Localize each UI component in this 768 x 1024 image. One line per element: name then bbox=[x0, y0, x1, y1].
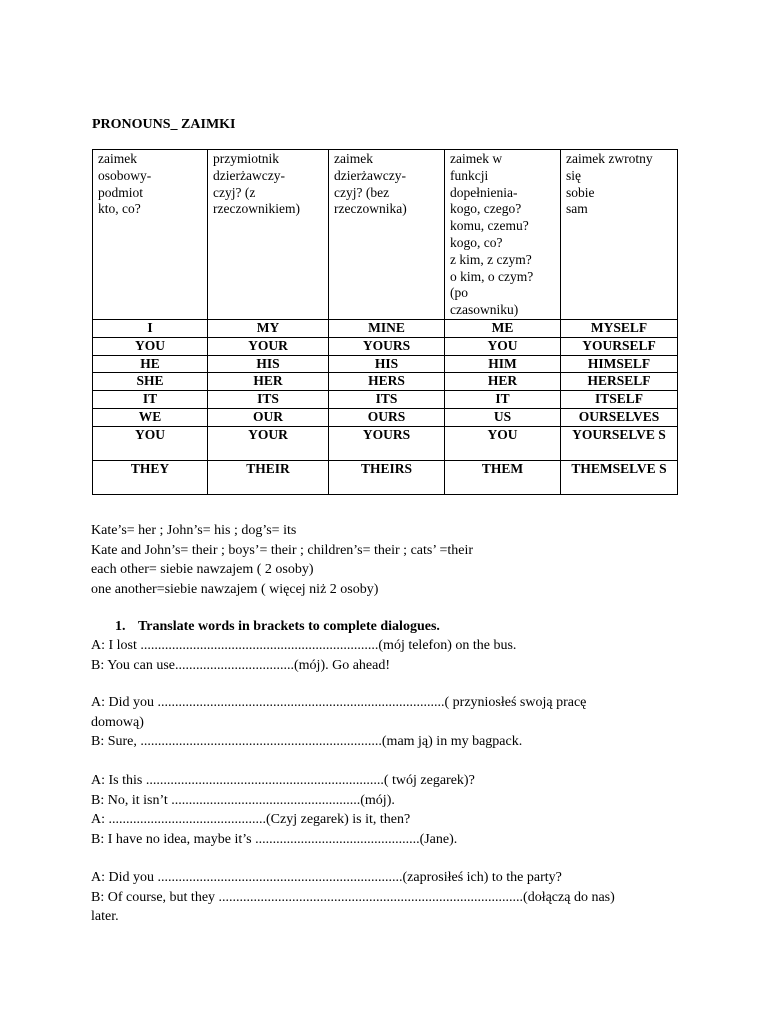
table-cell: OURS bbox=[329, 408, 445, 426]
dialogue-line: A: Is this ....................................................................( twój zegarek)? bbox=[91, 773, 475, 788]
table-header-cell bbox=[561, 150, 678, 320]
table-row bbox=[93, 320, 678, 338]
table-cell: YOURS bbox=[329, 426, 445, 460]
header-line: dzierżawczy- bbox=[334, 167, 406, 183]
table-cell: MY bbox=[208, 320, 329, 338]
table-header-cell bbox=[329, 150, 445, 320]
table-cell: YOU bbox=[445, 337, 561, 355]
table-cell: YOURSELVE S bbox=[561, 426, 678, 460]
header-line: z kim, z czym? bbox=[450, 251, 532, 267]
header-line: zaimek bbox=[334, 151, 373, 166]
table-cell: OUR bbox=[208, 408, 329, 426]
header-line: sobie bbox=[566, 184, 595, 200]
header-line: kto, co? bbox=[98, 201, 141, 217]
table-cell: HER bbox=[208, 373, 329, 391]
table-cell: WE bbox=[93, 408, 208, 426]
dialogue-block bbox=[91, 868, 615, 927]
header-line: zaimek zwrotny bbox=[566, 151, 653, 166]
header-line: czyj? (bez bbox=[334, 184, 390, 200]
header-line: zaimek bbox=[98, 151, 137, 166]
header-line: kogo, co? bbox=[450, 234, 503, 250]
dialogue-line: A: .............................................(Czyj zegarek) is it, then? bbox=[91, 812, 411, 827]
table-cell: ME bbox=[445, 320, 561, 338]
table-cell: YOUR bbox=[208, 426, 329, 460]
header-line: osobowy- bbox=[98, 167, 152, 183]
dialogue-line: A: I lost ....................................................................(mój telefon) on the bus. bbox=[91, 638, 517, 653]
header-line: czyj? (z bbox=[213, 184, 256, 200]
table-header-row bbox=[93, 150, 678, 320]
table-cell: IT bbox=[93, 391, 208, 409]
table-cell: HERSELF bbox=[561, 373, 678, 391]
header-line: przymiotnik bbox=[213, 151, 279, 166]
table-cell: HIS bbox=[208, 355, 329, 373]
dialogue-block bbox=[91, 693, 586, 752]
table-row bbox=[93, 373, 678, 391]
header-line: (po bbox=[450, 285, 468, 301]
table-cell: HIM bbox=[445, 355, 561, 373]
table-cell: US bbox=[445, 408, 561, 426]
table-cell: YOUR bbox=[208, 337, 329, 355]
dialogue-line: later. bbox=[91, 909, 119, 924]
dialogue-line: B: Sure, .....................................................................(mam ją) in my bagpack. bbox=[91, 734, 523, 749]
table-cell: THEIR bbox=[208, 460, 329, 494]
exercise-title: Translate words in brackets to complete dialogues. bbox=[138, 619, 440, 634]
header-line: kogo, czego? bbox=[450, 201, 522, 217]
table-cell: I bbox=[93, 320, 208, 338]
header-line: funkcji bbox=[450, 167, 489, 183]
header-line: podmiot bbox=[98, 184, 144, 200]
table-cell: THEIRS bbox=[329, 460, 445, 494]
header-line: komu, czemu? bbox=[450, 218, 529, 234]
note-line: Kate and John’s= their ; boys’= their ; children’s= their ; cats’ =their bbox=[91, 542, 474, 558]
page-title: PRONOUNS_ ZAIMKI bbox=[92, 117, 236, 132]
note-line: Kate’s= her ; John’s= his ; dog’s= its bbox=[91, 523, 297, 538]
dialogue-block bbox=[91, 771, 475, 849]
header-line: czasowniku) bbox=[450, 302, 519, 318]
table-cell: YOURSELF bbox=[561, 337, 678, 355]
dialogue-line: A: Did you ......................................................................(zaprosiłeś ich) to the party? bbox=[91, 870, 562, 885]
table-row bbox=[93, 408, 678, 426]
table-cell: HE bbox=[93, 355, 208, 373]
table-cell: OURSELVES bbox=[561, 408, 678, 426]
table-cell: MYSELF bbox=[561, 320, 678, 338]
dialogue-line: B: You can use..................................(mój). Go ahead! bbox=[91, 657, 391, 673]
header-line: o kim, o czym? bbox=[450, 268, 534, 284]
table-header-cell bbox=[445, 150, 561, 320]
table-cell: THEM bbox=[445, 460, 561, 494]
table-cell: SHE bbox=[93, 373, 208, 391]
header-line: zaimek w bbox=[450, 151, 503, 166]
table-cell: HERS bbox=[329, 373, 445, 391]
table-row bbox=[93, 460, 678, 494]
header-line: dzierżawczy- bbox=[213, 167, 285, 183]
dialogue-line: B: Of course, but they .......................................................................................(dołączą do nas) bbox=[91, 889, 615, 905]
notes-section bbox=[91, 521, 473, 599]
table-cell: YOU bbox=[93, 337, 208, 355]
header-line: rzeczownika) bbox=[334, 201, 407, 217]
header-line: sam bbox=[566, 201, 588, 217]
dialogue-line: A: Did you ..................................................................................( przyniosłeś swoją pracę bbox=[91, 695, 587, 710]
table-header-cell bbox=[208, 150, 329, 320]
exercise-number: 1. bbox=[115, 619, 126, 634]
table-cell: ITS bbox=[329, 391, 445, 409]
table-row bbox=[93, 391, 678, 409]
dialogue-line: domową) bbox=[91, 714, 144, 730]
table-cell: THEY bbox=[93, 460, 208, 494]
dialogue-line: B: No, it isn’t ......................................................(mój). bbox=[91, 792, 395, 808]
table-cell: IT bbox=[445, 391, 561, 409]
header-line: się bbox=[566, 167, 581, 183]
table-cell: YOURS bbox=[329, 337, 445, 355]
table-cell: HER bbox=[445, 373, 561, 391]
table-cell: THEMSELVE S bbox=[561, 460, 678, 494]
table-cell: MINE bbox=[329, 320, 445, 338]
pronouns-table bbox=[92, 149, 678, 495]
table-cell: ITS bbox=[208, 391, 329, 409]
table-cell: YOU bbox=[445, 426, 561, 460]
table-cell: HIMSELF bbox=[561, 355, 678, 373]
table-row bbox=[93, 337, 678, 355]
header-line: rzeczownikiem) bbox=[213, 201, 300, 217]
table-cell: HIS bbox=[329, 355, 445, 373]
table-cell: ITSELF bbox=[561, 391, 678, 409]
dialogue-line: B: I have no idea, maybe it’s ...............................................(Jane). bbox=[91, 831, 458, 847]
note-line: one another=siebie nawzajem ( więcej niż 2 osoby) bbox=[91, 581, 379, 597]
header-line: dopełnienia- bbox=[450, 184, 518, 200]
table-row bbox=[93, 426, 678, 460]
table-header-cell bbox=[93, 150, 208, 320]
dialogue-block bbox=[91, 636, 516, 675]
table-cell: YOU bbox=[93, 426, 208, 460]
note-line: each other= siebie nawzajem ( 2 osoby) bbox=[91, 562, 314, 577]
exercise-heading bbox=[115, 619, 440, 635]
table-row bbox=[93, 355, 678, 373]
